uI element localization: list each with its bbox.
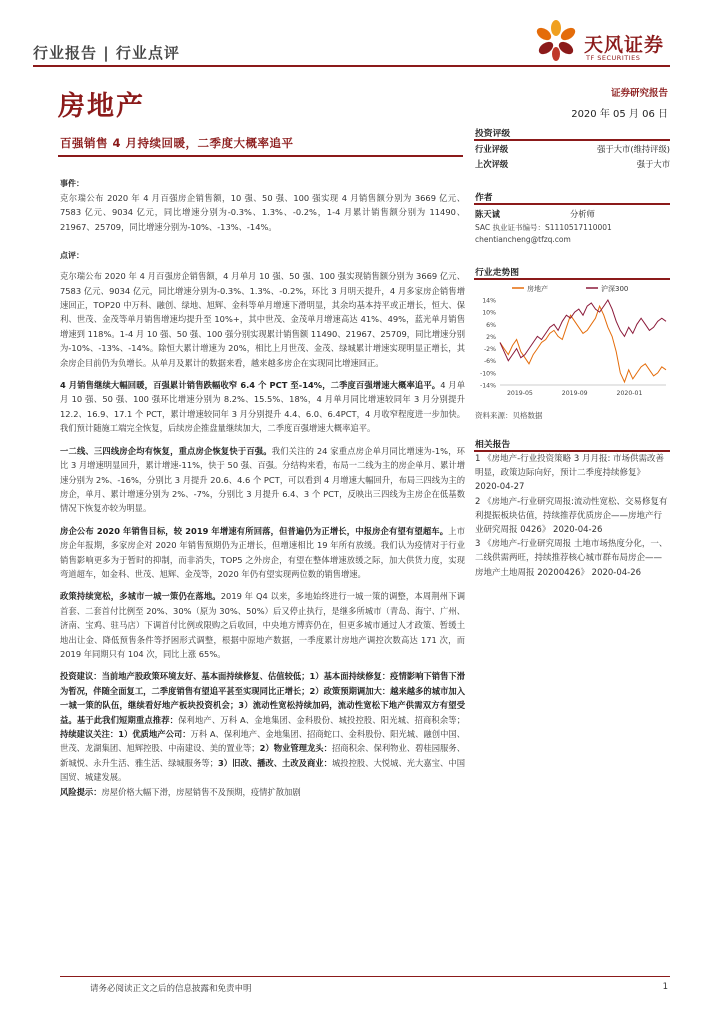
chart-y-tick-label: 10% [482, 309, 496, 317]
paragraph-investment [60, 669, 465, 784]
footer-disclaimer: 请务必阅读正文之后的信息披露和免责申明 [90, 984, 252, 994]
logo-text: 天风证券 [584, 34, 665, 56]
industry-rating-label: 行业评级 [475, 144, 509, 154]
trend-rule [474, 278, 670, 280]
paragraph-sales-text: 4 月单月 10 强、50 强、100 强环比增速分别为 8.2%、15.5%、18%，4 月单月同比增速较同年 3 月分别提升 12.2、16.9、17.1 个 PCT，累计增速较同年 3 月分别提升 4.4、6.0、6.4PCT，4 月收窄程度进一步加快。我们预计随施工端完全恢复，后续房企推盘量继续加大，二季度百强增速大概率追平。 [60, 380, 465, 434]
legend-label-csi300: 沪深300 [601, 285, 629, 293]
investment-lead-2: 持续建议关注：1）优质地产公司： [60, 729, 191, 739]
risk-paragraph [60, 785, 465, 799]
paragraph-tiers-text: 我们关注的 24 家重点房企单月同比增速为-1%，环比 3 月增速明显回升，累计增速-11%，快于 50 强、百强。分结构来看，布局一二线为主的房企单月、累计增速分别为 2%、-16%，分别比 3 月提升 20.6、4.6 个 PCT，可以看到 4 月增速大幅回升，布局三四线为主的房企，单月、累计增速分别为 2%、-7%，分别比 3 月提升 6.4、3 个 PCT，反映出三四线为主房企在低基数情况下恢复亦较为明显。 [60, 445, 465, 514]
investment-lead-4: 3）旧改、播改、土改及商业： [218, 757, 332, 768]
paragraph-policy-lead: 政策持续宽松，多城市一城一策仍在落地。 [60, 591, 221, 602]
legend-label-real-estate: 房地产 [527, 285, 548, 293]
headline: 百强销售 4 月持续回暖，二季度大概率追平 [60, 136, 294, 150]
chart-y-tick-label: -10% [480, 370, 496, 378]
trend-title: 行业走势图 [475, 268, 519, 278]
trend-chart [474, 282, 670, 400]
chart-x-tick-label: 2019-05 [506, 390, 533, 397]
chart-y-tick-label: -2% [483, 346, 496, 354]
author-title: 作者 [475, 193, 493, 203]
chart-y-tick-label: 14% [482, 297, 496, 305]
chart-x-tick-label: 2020-01 [616, 390, 643, 397]
risk-lead: 风险提示： [60, 786, 102, 797]
chart-x-tick-label: 2019-09 [561, 390, 588, 397]
event-paragraph: 克尔瑞公布 2020 年 4 月百强房企销售额，10 强、50 强、100 强实现 4 月销售额分别为 3669 亿元、7583 亿元、9034 亿元，同比增速分别为-0.3%、1.3%、-0.2%，1-4 月累计销售额分别为 11490、21967、25709，同比增速分别为-10%、-13%、-14%。 [60, 193, 465, 232]
report-type: 行业报告 | 行业点评 [33, 44, 180, 62]
investment-picks-4: 城投控股、大悦城、光大嘉宝、中国国贸、城建发展。 [60, 757, 465, 783]
paragraph-tiers-lead: 一二线、三四线房企均有恢复，重点房企恢复快于百强。 [60, 445, 272, 456]
chart-y-tick-label: -14% [480, 382, 496, 390]
report-kind: 证券研究报告 [610, 88, 668, 99]
event-title: 事件： [60, 179, 84, 188]
industry-title: 房地产 [58, 91, 145, 122]
related-item[interactable]: 1 《房地产-行业投资策略 3 月月报: 市场供需改善明显，政策边际向好，预计二季度持续修复》 2020-04-27 [475, 454, 665, 493]
paragraph-tiers [60, 444, 465, 516]
author-rule [474, 203, 670, 205]
prev-rating-label: 上次评级 [475, 159, 509, 169]
related-title: 相关报告 [475, 440, 511, 450]
paragraph-policy-text: 2019 年 Q4 以来，多地始终进行一城一策的调整，本周荆州下调首套、二套首付比例至 20%、30%（原为 30%、50%）后又停止执行，是继多所城市（青岛、海宁、广州、济南、宝鸡、驻马店）下调首付比例或限购之后收回，中央地方博弈仍在，但更多城市通过人才政策、暂缓土地出让金、降低预售条件等抒困形式调整，根据中原地产数据，一季度累计房地产调控次数高达 171 次，而 2019 年同期只有 104 次，同比上涨 65%。 [60, 591, 465, 659]
paragraph-sales [60, 378, 465, 436]
chart-y-tick-label: 2% [486, 333, 496, 341]
prev-rating-value: 强于大市 [636, 159, 670, 169]
investment-picks: 保利地产、万科 A、金地集团、金科股份、城投控股、阳光城、招商积余等； [178, 714, 465, 725]
risk-text: 房屋价格大幅下滑，房屋销售不及预期，疫情扩散加剧 [101, 786, 301, 797]
chart-y-tick-label: 6% [486, 321, 496, 329]
author-sac: SAC 执业证书编号：S1110517110001 [475, 223, 612, 232]
main-body [60, 178, 465, 799]
rating-rule [474, 139, 670, 141]
paragraph-targets [60, 524, 465, 582]
paragraph-policy [60, 589, 465, 661]
author-name: 陈天诚 [475, 209, 500, 219]
headline-rule [58, 155, 463, 157]
report-date: 2020 年 05 月 06 日 [571, 109, 668, 120]
industry-rating-value: 强于大市(维持评级) [597, 144, 670, 154]
comment-title: 点评： [60, 251, 84, 261]
paragraph-targets-lead: 房企公布 2020 年销售目标，较 2019 年增速有所回落，但普遍仍为正增长，中报房企有望有望超车。 [60, 525, 449, 536]
rating-title: 投资评级 [475, 129, 511, 139]
paragraph-targets-text: 上市房企年报期，多家房企对 2020 年销售预期仍为正增长，但增速相比 19 年所有放缓。我们认为疫情对于行业销售影响更多为于暂时的抑制，而非消失，TOP5 之外房企，有望在整体增速放缓之际，加大供货力度，实现弯道超车，如金科、世茂、旭辉、金茂等，2020 年仍有望实现两位数的销售增速。 [60, 525, 465, 579]
related-item[interactable]: 3 《房地产-行业研究周报 土地市场热度分化，一、二线供需两旺，持续推荐核心城市群布局房企——房地产土地周报 20200426》 2020-04-26 [475, 539, 668, 578]
investment-lead-3: 2）物业管理龙头： [259, 743, 332, 754]
flower-logo-icon [530, 18, 582, 64]
footer-rule [60, 976, 670, 977]
related-list [475, 452, 670, 580]
investment-picks-3: 招商积余、保利物业、碧桂园服务、新城悦、永升生活、雅生活、绿城服务等； [60, 743, 465, 768]
logo-subtext: TF SECURITIES [586, 54, 641, 62]
comment-paragraph: 克尔瑞公布 2020 年 4 月百强房企销售额，4 月单月 10 强、50 强、100 强实现销售额分别为 3669 亿元、7583 亿元、9034 亿元，同比增速分别为-0.3%、1.3%、-0.2%，环比 3 月明天提升，4 月多家房企销售增速回正，TOP20 中万科、融创、绿地、旭辉、金科等单月增速下滑明显，其余均基本持平或正增长，恒大、保利、世茂、金茂等单月销售增速均提升至 10%+，其中世茂、金茂单月增速高达 41%、49%，蓝光单月销售增速到 118%。1-4 月 10 强、50 强、100 强分别实现累计销售额 11490、21967、25709，同比增速分别为-10%、-13%、-14%。除恒大累计增速为 20%，相比上月世茂、金茂、绿城累计增速实现明显正增长，其余房企目前仍为负增长。从单月及累计的数据来看，越来越多房企在实现同比增速回正。 [60, 271, 465, 368]
author-role: 分析师 [570, 209, 595, 219]
paragraph-sales-lead: 4 月销售继续大幅回暖，百强累计销售跌幅收窄 6.4 个 PCT 至-14%，二季度百强增速大概率追平。 [60, 380, 441, 391]
chart-source: 资料来源：贝格数据 [475, 411, 543, 420]
header-rule [33, 65, 670, 67]
chart-y-tick-label: -6% [483, 358, 496, 366]
investment-lead: 投资建议：当前地产股政策环境友好、基本面持续修复、估值较低；1）基本面持续修复：疫情影响下销售下滑为暂况，伴随全面复工，二季度销售有望追平甚至实现同比正增长；2）政策预期调加大：越来越多的城市加入一城一策的队伍，继续看好地产板块投资机会；3）流动性宽松持续加码，流动性宽松下地产供需双方有望受益。基于此我们短期重点推荐： [60, 671, 465, 725]
investment-picks-2: 万科 A、保利地产、金地集团、招商蛇口、金科股份、阳光城、融创中国、世茂、龙湖集团、旭辉控股、中南建设、美的置业等； [60, 729, 465, 754]
page-number: 1 [662, 982, 668, 992]
series-line-csi300 [500, 300, 666, 361]
author-email[interactable]: chentiancheng@tfzq.com [475, 235, 571, 244]
related-item[interactable]: 2 《房地产-行业研究周报:流动性宽松、交易修复有利提振板块估值，持续推荐优质房企——房地产行业研究周报 0426》 2020-04-26 [475, 496, 668, 536]
